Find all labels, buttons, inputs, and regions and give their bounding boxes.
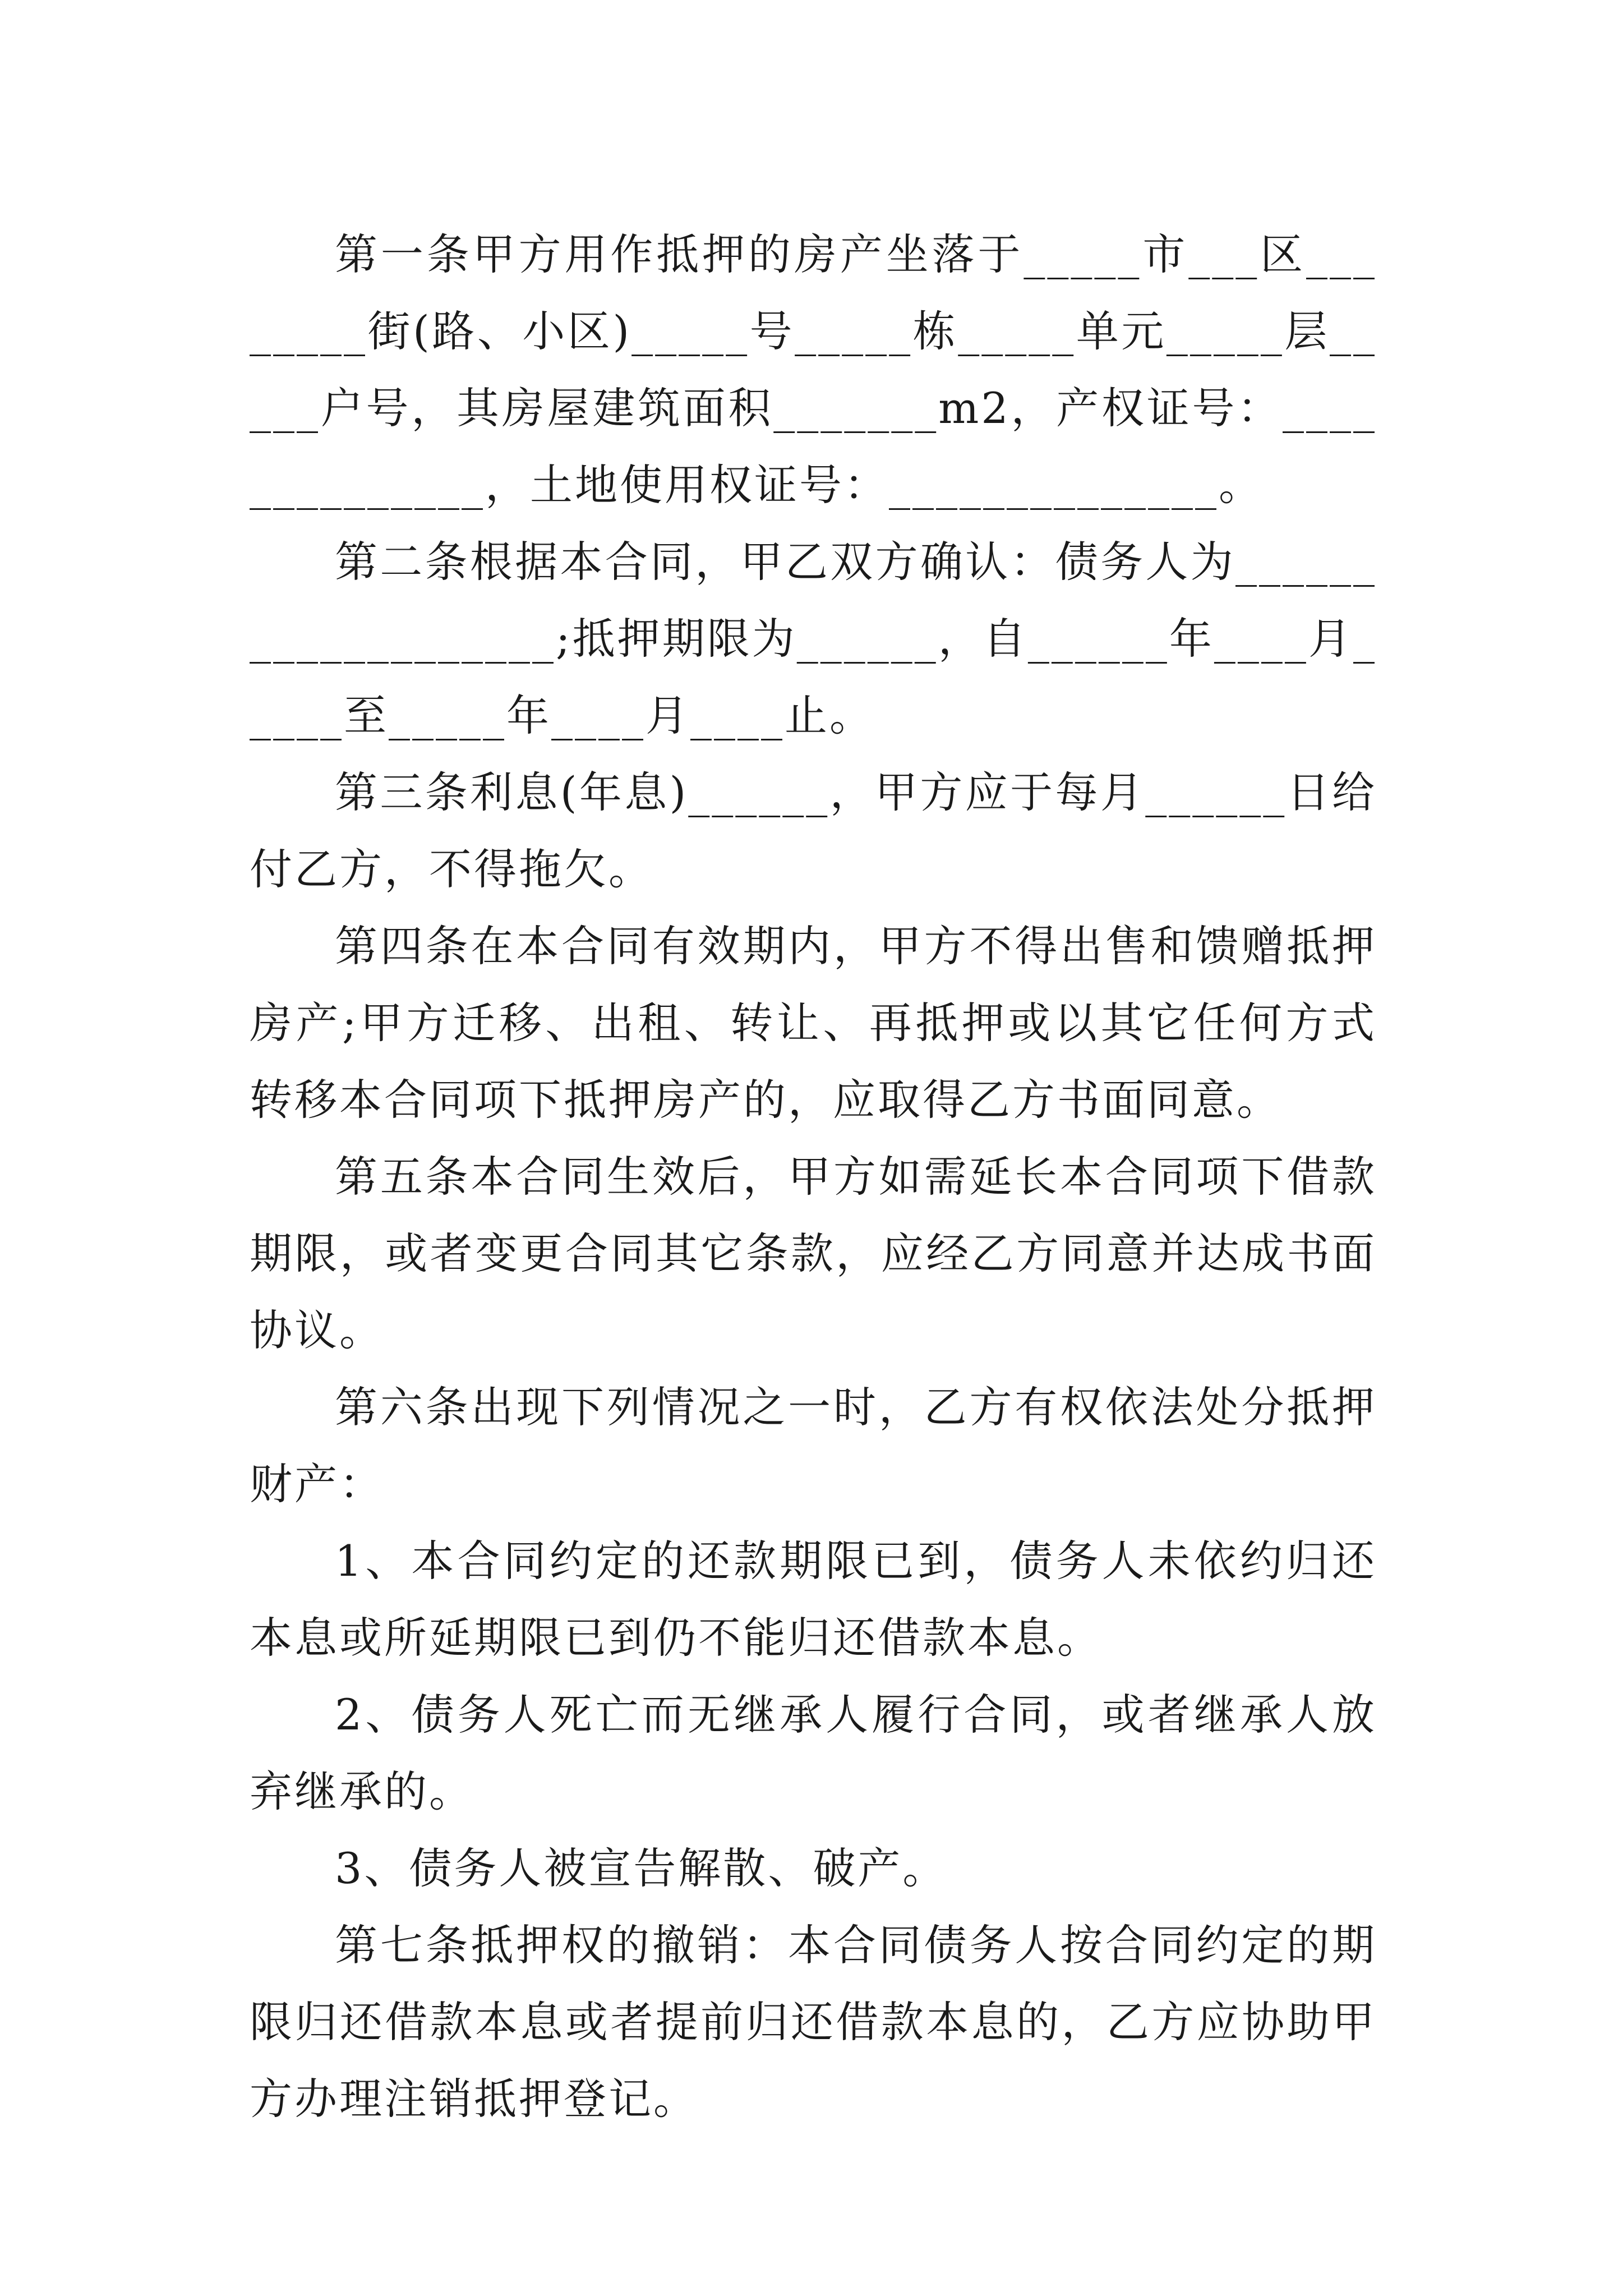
clause-5-extension: 第五条本合同生效后，甲方如需延长本合同项下借款期限，或者变更合同其它条款，应经乙方同意并达成书面协议。 <box>250 1152 1377 1355</box>
clause-6-item-3: 3、债务人被宣告解散、破产。 <box>335 1843 948 1893</box>
clause-4-restrictions: 第四条在本合同有效期内，甲方不得出售和馈赠抵押房产;甲方迁移、出租、转让、再抵押或以其它任何方式转移本合同项下抵押房产的，应取得乙方书面同意。 <box>250 921 1377 1125</box>
clause-3-interest: 第三条利息(年息)______，甲方应于每月______日给付乙方，不得拖欠。 <box>250 767 1377 894</box>
clause-2-debtor-and-term: 第二条根据本合同，甲乙双方确认：债务人为___________________;抵押期限为______，自______年____月_____至_____年____月____止。 <box>250 537 1377 740</box>
clause-1-property-location: 第一条甲方用作抵押的房产坐落于_____市___区________街(路、小区)_____号_____栋_____单元_____层_____户号，其房屋建筑面积_______m2，产权证号：______________，土地使用权证号：______________。 <box>250 229 1377 510</box>
clause-6-item-1: 1、本合同约定的还款期限已到，债务人未依约归还本息或所延期限已到仍不能归还借款本息。 <box>250 1536 1377 1663</box>
clause-6-item-2: 2、债务人死亡而无继承人履行合同，或者继承人放弃继承的。 <box>250 1690 1377 1816</box>
clause-6-disposal-conditions: 第六条出现下列情况之一时，乙方有权依法处分抵押财产： <box>250 1382 1377 1509</box>
contract-body <box>250 216 1377 2137</box>
clause-7-revocation: 第七条抵押权的撤销：本合同债务人按合同约定的期限归还借款本息或者提前归还借款本息的，乙方应协助甲方办理注销抵押登记。 <box>250 1920 1377 2124</box>
